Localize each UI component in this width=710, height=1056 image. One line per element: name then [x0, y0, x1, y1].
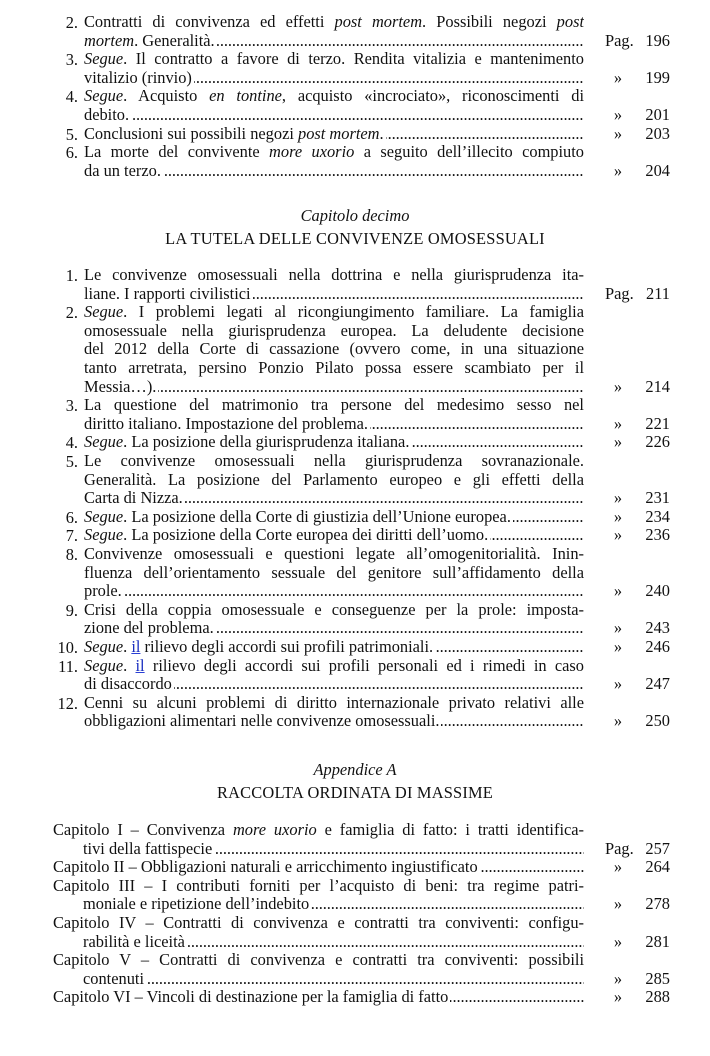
text-segment: post mortem	[298, 124, 380, 143]
page-prefix: »	[613, 894, 623, 914]
entry-text	[84, 266, 584, 303]
text-segment: Conclusioni sui possibili negozi	[84, 124, 298, 143]
entry-line	[84, 415, 584, 434]
entry-text	[84, 50, 584, 87]
chapter-title: Capitolo decimo	[300, 206, 410, 225]
entry-line	[84, 322, 584, 341]
entry-number: 10.	[57, 638, 78, 657]
text-segment: Capitolo III – I contributi forniti per l’acquisto di beni: tra regime patri-	[53, 876, 584, 895]
toc-entry[interactable]	[0, 125, 710, 144]
text-segment: fluenza dell’orientamento sessuale del genitore sull’affidamento della	[84, 563, 584, 582]
text-segment: Messia…).	[84, 377, 157, 396]
entry-line	[84, 285, 584, 304]
entry-line	[84, 50, 584, 69]
text-segment: Generalità. La posizione del Parlamento europeo e gli effetti della	[84, 470, 584, 489]
page-number: 246	[645, 637, 670, 656]
toc-entry[interactable]	[0, 545, 710, 601]
entry-line	[53, 914, 584, 933]
text-segment: . Possibili negozi	[422, 13, 557, 31]
page-number: 288	[645, 987, 670, 1007]
entry-number: 6.	[65, 507, 78, 527]
entry-line	[53, 840, 584, 859]
entry-line	[84, 657, 584, 676]
entry-number: 8.	[65, 545, 78, 564]
entry-line	[84, 489, 584, 508]
text-segment: . Generalità.	[134, 31, 215, 50]
link-mark[interactable]: il	[135, 656, 145, 675]
chapter-heading: LA TUTELA DELLE CONVIVENZE OMOSESSUALI	[165, 229, 545, 248]
entry-text	[53, 914, 584, 951]
text-segment: contenuti	[83, 969, 144, 988]
page-number: 264	[645, 857, 670, 877]
text-segment: . I problemi legati al ricongiungimento familiare. La famiglia	[123, 303, 584, 322]
link-mark[interactable]: il	[131, 638, 141, 656]
page-number: 243	[645, 618, 670, 638]
entry-number: 2.	[65, 303, 78, 323]
text-segment: rabilità e liceità	[83, 932, 185, 951]
text-segment: Segue	[84, 507, 124, 526]
text-segment: more uxorio	[269, 143, 355, 162]
entry-line	[84, 266, 584, 285]
entry-text	[53, 877, 584, 914]
entry-number: 6.	[65, 143, 78, 163]
page-prefix: »	[613, 160, 623, 180]
entry-line	[84, 582, 584, 601]
entry-text	[84, 601, 584, 638]
text-segment: La morte del convivente	[84, 143, 270, 162]
page-prefix: »	[613, 488, 623, 508]
entry-text	[84, 125, 584, 144]
text-segment: Carta di Nizza.	[84, 489, 183, 508]
page-prefix: Pag.	[605, 283, 634, 303]
toc-entry[interactable]	[0, 50, 710, 87]
toc-entry[interactable]	[0, 821, 710, 858]
entry-text	[84, 452, 584, 508]
page-number: 236	[645, 525, 670, 545]
page-prefix: »	[613, 581, 623, 601]
entry-text	[84, 694, 584, 731]
text-segment: Crisi della coppia omosessuale e conseguenze per la prole: imposta-	[84, 600, 584, 619]
entry-text	[84, 508, 584, 527]
text-segment: Capitolo II – Obbligazioni naturali e arricchimento ingiustificato	[53, 858, 478, 877]
toc-entry[interactable]	[0, 143, 710, 180]
toc-entry[interactable]	[0, 877, 710, 914]
entry-text	[53, 988, 584, 1007]
text-segment: zione del problema.	[84, 619, 214, 638]
page-prefix: »	[613, 987, 623, 1007]
toc-entry[interactable]	[0, 266, 710, 303]
entry-line	[53, 895, 584, 914]
page-prefix: »	[613, 104, 623, 124]
text-segment: , acquisto «incrociato», riconoscimenti di	[281, 87, 584, 106]
text-segment: Le convivenze omosessuali nella dottrina e nella giurisprudenza ita-	[84, 266, 584, 284]
text-segment: La questione del matrimonio tra persone del medesimo sesso nel	[84, 396, 584, 415]
entry-number: 4.	[65, 433, 78, 453]
page-number: 240	[645, 581, 670, 601]
text-segment: Cenni su alcuni problemi di diritto internazionale privato relativi alle	[84, 693, 584, 712]
entry-number: 5.	[65, 452, 78, 471]
page-number: 250	[645, 711, 670, 731]
toc-entry[interactable]	[0, 858, 710, 877]
text-segment: prole.	[84, 582, 122, 601]
text-segment: rilievo degli accordi sui profili patrimoniali.	[140, 638, 434, 656]
entry-line	[84, 69, 584, 88]
entry-line	[84, 13, 584, 32]
toc-entry[interactable]	[0, 526, 710, 545]
text-segment: en tontine	[209, 87, 282, 106]
entry-line	[84, 143, 584, 162]
text-segment: Segue	[84, 50, 124, 69]
entry-line	[84, 508, 584, 527]
toc-entry[interactable]	[0, 638, 710, 657]
entry-line	[84, 601, 584, 620]
entry-line	[84, 675, 584, 694]
text-segment: tanto arretrata, persino Ponzio Pilato possa essere scambiato per il	[84, 358, 584, 377]
page-number: 257	[645, 838, 670, 858]
page-number: 199	[645, 67, 670, 87]
text-segment: mortem	[84, 31, 135, 50]
text-segment: da un terzo.	[84, 161, 161, 180]
text-segment: post mortem	[334, 13, 423, 31]
page-prefix: »	[613, 711, 623, 731]
page-prefix: »	[613, 931, 623, 951]
entry-line	[84, 638, 584, 657]
entry-text	[53, 821, 584, 858]
text-segment: Le convivenze omosessuali nella giurisprudenza sovranazionale.	[84, 452, 584, 470]
entry-line	[53, 951, 584, 970]
text-segment: Contratti di convivenza ed effetti	[84, 13, 335, 31]
entry-line	[84, 162, 584, 181]
text-segment: Capitolo IV – Contratti di convivenza e contratti tra conviventi: configu-	[53, 914, 584, 932]
entry-line	[84, 564, 584, 583]
page-prefix: »	[613, 525, 623, 545]
page-number: 234	[645, 506, 670, 526]
page-prefix: »	[613, 968, 623, 988]
toc-entry[interactable]	[0, 87, 710, 124]
entry-number: 11.	[58, 656, 78, 676]
page-prefix: »	[613, 123, 623, 143]
text-segment: Capitolo VI – Vincoli di destinazione per la famiglia di fatto	[53, 988, 449, 1007]
entry-line	[84, 433, 584, 452]
page-prefix: »	[613, 432, 623, 452]
entry-text	[84, 433, 584, 452]
page-prefix: »	[613, 618, 623, 638]
page-number: 203	[645, 123, 670, 143]
text-segment: tivi della fattispecie	[83, 839, 213, 858]
page-number: 285	[645, 968, 670, 988]
text-segment: . La posizione della giurisprudenza italiana.	[123, 433, 410, 452]
entry-line	[84, 359, 584, 378]
page-prefix: Pag.	[605, 30, 634, 50]
text-segment: obbligazioni alimentari nelle convivenze omosessuali.	[84, 712, 440, 731]
toc-entry[interactable]	[0, 508, 710, 527]
page-prefix: »	[613, 857, 623, 877]
entry-line	[84, 378, 584, 397]
page-number: 214	[645, 376, 670, 396]
text-segment: . Il contratto a favore di terzo. Rendita vitalizia e mantenimento	[123, 50, 584, 69]
entry-number: 12.	[57, 693, 78, 713]
entry-text	[84, 143, 584, 180]
entry-number: 3.	[65, 50, 78, 70]
chapter-title: Appendice A	[313, 760, 397, 779]
entry-text	[84, 657, 584, 694]
text-segment: di disaccordo	[84, 675, 172, 694]
text-segment: post	[556, 13, 584, 31]
page-prefix: Pag.	[605, 838, 634, 858]
page-prefix: »	[613, 376, 623, 396]
entry-text	[84, 545, 584, 601]
entry-text	[84, 638, 584, 657]
page-number: 278	[645, 894, 670, 914]
page-prefix: »	[613, 506, 623, 526]
page-number: 201	[645, 104, 670, 124]
entry-number: 3.	[65, 396, 78, 416]
entry-line	[84, 106, 584, 125]
entry-line	[84, 712, 584, 731]
text-segment: Capitolo V – Contratti di convivenza e contratti tra conviventi: possibili	[53, 951, 584, 970]
entry-line	[84, 303, 584, 322]
entry-line	[84, 32, 584, 51]
entry-line	[84, 340, 584, 359]
entry-text	[53, 858, 584, 877]
text-segment: Segue	[84, 638, 124, 656]
text-segment: .	[123, 656, 136, 675]
text-segment: more uxorio	[232, 821, 317, 839]
entry-line	[53, 970, 584, 989]
page-prefix: »	[613, 637, 623, 656]
toc-entry[interactable]	[0, 433, 710, 452]
entry-line	[53, 821, 584, 840]
entry-line	[53, 877, 584, 896]
toc-entry[interactable]	[0, 914, 710, 951]
entry-number: 2.	[65, 13, 78, 32]
page-number: 231	[645, 488, 670, 508]
entry-line	[53, 933, 584, 952]
entry-text	[84, 13, 584, 50]
text-segment: moniale e ripetizione dell’indebito	[83, 895, 310, 914]
text-segment: . La posizione della Corte europea dei diritti dell’uomo.	[123, 526, 489, 545]
entry-number: 5.	[65, 124, 78, 144]
text-segment: omosessuale nella giurisprudenza europea. La deludente decisione	[84, 321, 584, 340]
entry-line	[84, 87, 584, 106]
toc-entry[interactable]	[0, 694, 710, 731]
entry-number: 9.	[65, 600, 78, 620]
entry-text	[84, 303, 584, 396]
toc-entry[interactable]	[0, 452, 710, 508]
toc-entry[interactable]	[0, 951, 710, 988]
entry-number: 7.	[65, 526, 78, 546]
page-number: 204	[645, 160, 670, 180]
text-segment: liane. I rapporti civilistici	[84, 284, 251, 303]
text-segment: Segue	[84, 526, 124, 545]
entry-line	[84, 452, 584, 471]
text-segment: a seguito dell’illecito compiuto	[354, 143, 584, 162]
text-segment: . La posizione della Corte di giustizia dell’Unione europea.	[123, 507, 511, 526]
chapter-heading: RACCOLTA ORDINATA DI MASSIME	[216, 783, 494, 802]
entry-line	[84, 619, 584, 638]
text-segment: Convivenze omosessuali e questioni legate all’omogenitorialità. Inin-	[84, 545, 584, 563]
entry-text	[84, 87, 584, 124]
text-segment: diritto italiano. Impostazione del problema.	[84, 414, 369, 433]
toc-entry[interactable]	[0, 303, 710, 396]
text-segment: . Acquisto	[123, 87, 210, 106]
text-segment: del 2012 della Corte di cassazione (ovvero come, in una situazione	[84, 340, 584, 359]
text-segment: debito.	[84, 105, 130, 124]
entry-line	[53, 858, 584, 877]
text-segment: Segue	[84, 433, 124, 452]
entry-number: 4.	[65, 87, 78, 107]
page-prefix: »	[613, 413, 623, 433]
text-segment: Segue	[84, 303, 124, 322]
text-segment: rilievo degli accordi sui profili personali ed i rimedi in caso	[144, 656, 584, 675]
entry-line	[84, 694, 584, 713]
page-prefix: »	[613, 674, 623, 694]
page-number: 281	[645, 931, 670, 951]
toc-entry[interactable]	[0, 657, 710, 694]
text-segment: .	[379, 124, 384, 143]
page-number: 226	[645, 432, 670, 452]
text-segment: vitalizio (rinvio)	[84, 68, 192, 87]
text-segment: Capitolo I – Convivenza	[53, 821, 233, 839]
text-segment: Segue	[84, 87, 124, 106]
entry-line	[84, 125, 584, 144]
toc-entry[interactable]	[0, 601, 710, 638]
entry-line	[84, 545, 584, 564]
page-number: 211	[646, 283, 670, 303]
text-segment: .	[123, 638, 132, 656]
entry-number: 1.	[65, 266, 78, 285]
entry-text	[84, 396, 584, 433]
entry-line	[84, 396, 584, 415]
toc-entry[interactable]	[0, 13, 710, 50]
toc-entry[interactable]	[0, 988, 710, 1007]
entry-line	[53, 988, 584, 1007]
text-segment: Segue	[84, 656, 124, 675]
entry-line	[84, 471, 584, 490]
entry-line	[84, 526, 584, 545]
entry-text	[53, 951, 584, 988]
entry-text	[84, 526, 584, 545]
toc-entry[interactable]	[0, 396, 710, 433]
page-number: 221	[645, 413, 670, 433]
page-number: 247	[645, 674, 670, 694]
text-segment: e famiglia di fatto: i tratti identifica-	[316, 821, 584, 839]
page-number: 196	[645, 30, 670, 50]
page-prefix: »	[613, 67, 623, 87]
